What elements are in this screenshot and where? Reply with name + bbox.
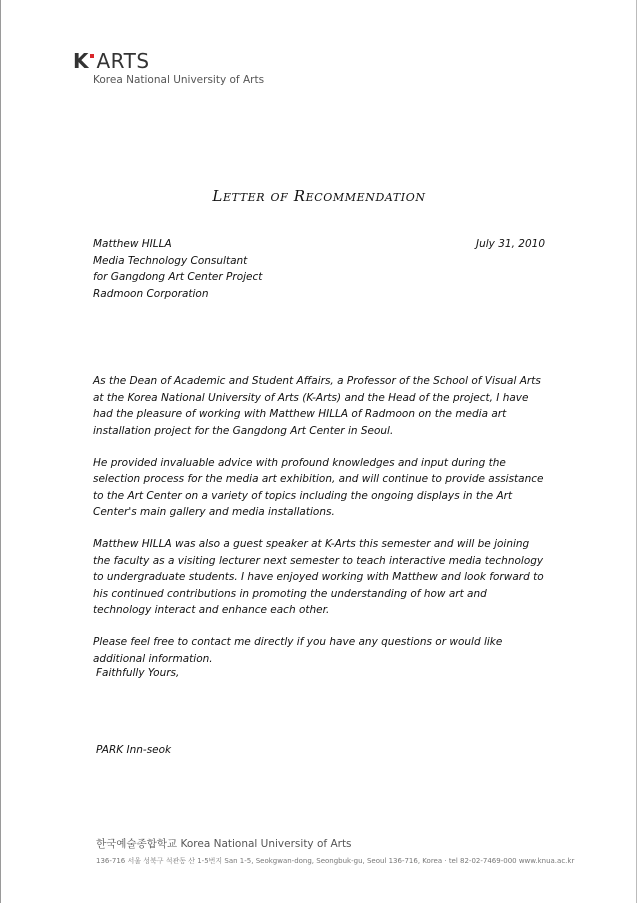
logo-arts: ARTS — [96, 49, 150, 73]
letter-title: Letter of Recommendation — [212, 187, 426, 205]
karts-logo — [73, 51, 264, 86]
paragraph-line: had the pleasure of working with Matthew HILLA of Radmoon on the media art — [93, 408, 507, 420]
paragraph-line: Please feel free to contact me directly if you have any questions or would like — [93, 636, 503, 648]
paragraph — [93, 455, 563, 521]
logo-k: K — [73, 49, 89, 73]
paragraph-line: As the Dean of Academic and Student Affairs, a Professor of the School of Visual Arts — [93, 375, 541, 387]
paragraph — [93, 373, 563, 439]
logo-accent-dot — [90, 54, 94, 58]
recipient-line: for Gangdong Art Center Project — [93, 271, 263, 283]
page-edge-right — [636, 0, 637, 903]
paragraph-line: installation project for the Gangdong Art Center in Seoul. — [93, 424, 394, 437]
paragraph-line: Center's main gallery and media installations. — [93, 506, 335, 518]
recipient-line: Radmoon Corporation — [93, 287, 209, 300]
recipient-line: Matthew HILLA — [93, 238, 172, 250]
letter-date: July 31, 2010 — [476, 238, 545, 250]
paragraph-line: selection process for the media art exhibition, and will continue to provide assistance — [93, 473, 544, 485]
footer-institution: 한국예술종합학교 Korea National University of Arts — [96, 838, 352, 850]
paragraph-line: to the Art Center on a variety of topics including the ongoing displays in the Art — [93, 489, 513, 502]
paragraph-line: at the Korea National University of Arts (K-Arts) and the Head of the project, I have — [93, 391, 529, 404]
footer-address: 136-716 서울 성북구 석관동 산 1-5번지 San 1-5, Seokgwan-dong, Seongbuk-gu, Seoul 136-716, Korea · tel 82-02-7469-000 www.knua.ac.kr — [96, 857, 575, 865]
page-edge-left — [0, 0, 1, 903]
closing: Faithfully Yours, — [96, 667, 180, 679]
paragraph-line: Matthew HILLA was also a guest speaker at K-Arts this semester and will be joining — [93, 538, 530, 550]
paragraph — [93, 536, 563, 619]
recipient-block — [93, 236, 262, 302]
paragraph-line: to undergraduate students. I have enjoyed working with Matthew and look forward to — [93, 571, 544, 583]
paragraph-line: his continued contributions in promoting the understanding of how art and — [93, 587, 487, 600]
paragraph-line: additional information. — [93, 652, 213, 665]
logo-wordmark — [73, 51, 264, 71]
paragraph — [93, 634, 563, 667]
paragraph-line: the faculty as a visiting lecturer next semester to teach interactive media technology — [93, 554, 544, 567]
footer — [96, 836, 574, 866]
letter-body — [93, 373, 563, 683]
paragraph-line: technology interact and enhance each other. — [93, 604, 330, 616]
recipient-line: Media Technology Consultant — [93, 254, 248, 267]
paragraph-line: He provided invaluable advice with profound knowledges and input during the — [93, 456, 506, 469]
signer-name: PARK Inn-seok — [96, 744, 172, 756]
logo-subtitle: Korea National University of Arts — [93, 74, 265, 86]
